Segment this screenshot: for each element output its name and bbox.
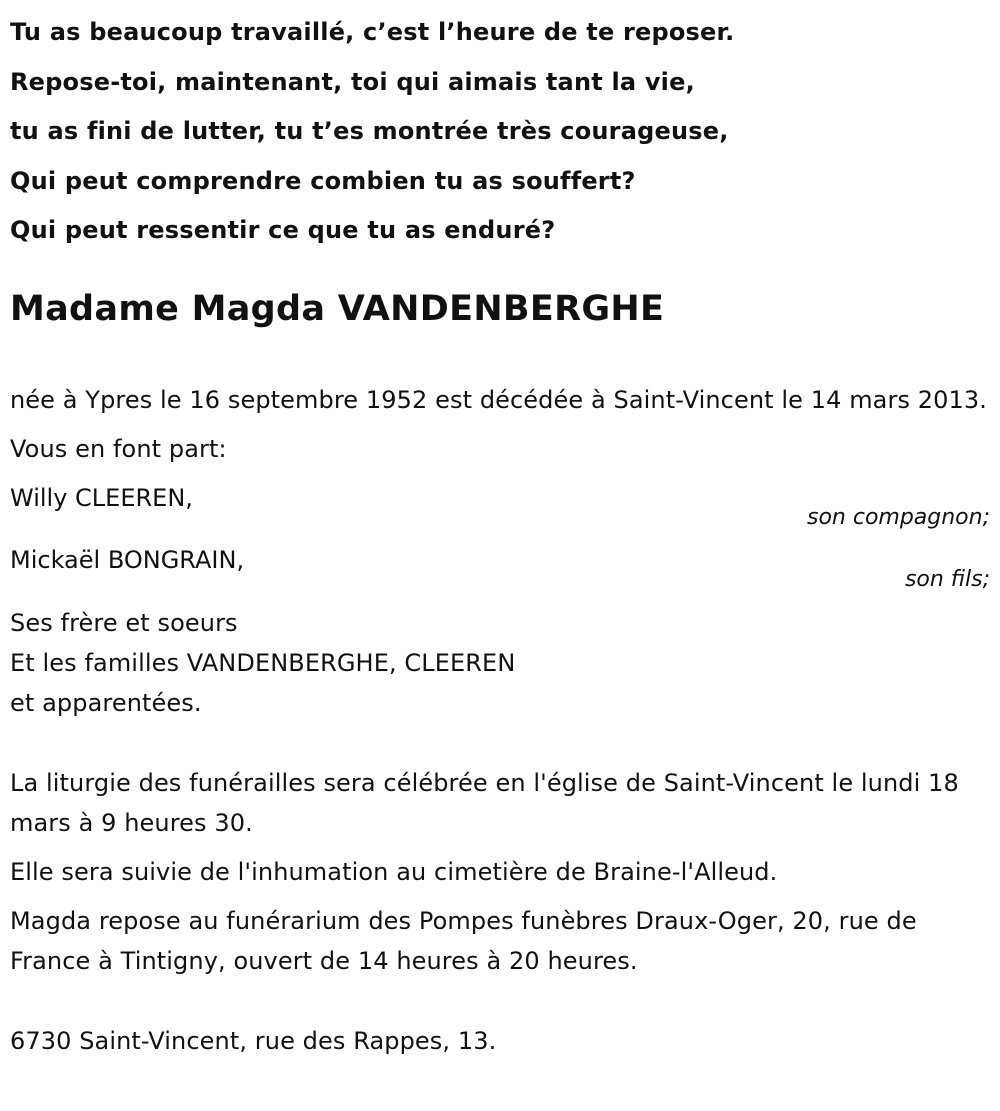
mourner-name: Willy CLEEREN, [10,483,193,512]
mourner-name: Mickaël BONGRAIN, [10,545,245,574]
birth-death-statement: née à Ypres le 16 septembre 1952 est décédée à Saint-Vincent le 14 mars 2013. [10,385,987,414]
family-line: Ses frère et soeurs [10,608,238,637]
mourner-row [10,540,990,602]
family-block [10,603,990,723]
funeral-liturgy: La liturgie des funérailles sera célébrée en l'église de Saint-Vincent le lundi 18 mars à 9 heures 30. [10,768,959,837]
funerarium-info: Magda repose au funérarium des Pompes funèbres Draux-Oger, 20, rue de France à Tintigny, ouvert de 14 heures à 20 heures. [10,906,917,975]
poem-line: Qui peut ressentir ce que tu as enduré? [10,216,556,244]
family-line: Et les familles VANDENBERGHE, CLEEREN [10,648,516,677]
poem-line: tu as fini de lutter, tu t’es montrée très courageuse, [10,117,729,145]
mourner-relation: son compagnon; [806,504,990,530]
poem [10,0,990,256]
mourner-row [10,478,990,540]
poem-line: Qui peut comprendre combien tu as souffert? [10,166,636,195]
burial-info: Elle sera suivie de l'inhumation au cimetière de Braine-l'Alleud. [10,857,778,886]
address: 6730 Saint-Vincent, rue des Rappes, 13. [10,1026,497,1055]
mourner-relation: son fils; [904,566,990,592]
deceased-name: Madame Magda VANDENBERGHE [10,288,665,329]
poem-line: Repose-toi, maintenant, toi qui aimais tant la vie, [10,67,695,96]
family-line: et apparentées. [10,688,202,717]
announcement-intro: Vous en font part: [10,434,227,463]
poem-line: Tu as beaucoup travaillé, c’est l’heure de te reposer. [10,18,735,46]
